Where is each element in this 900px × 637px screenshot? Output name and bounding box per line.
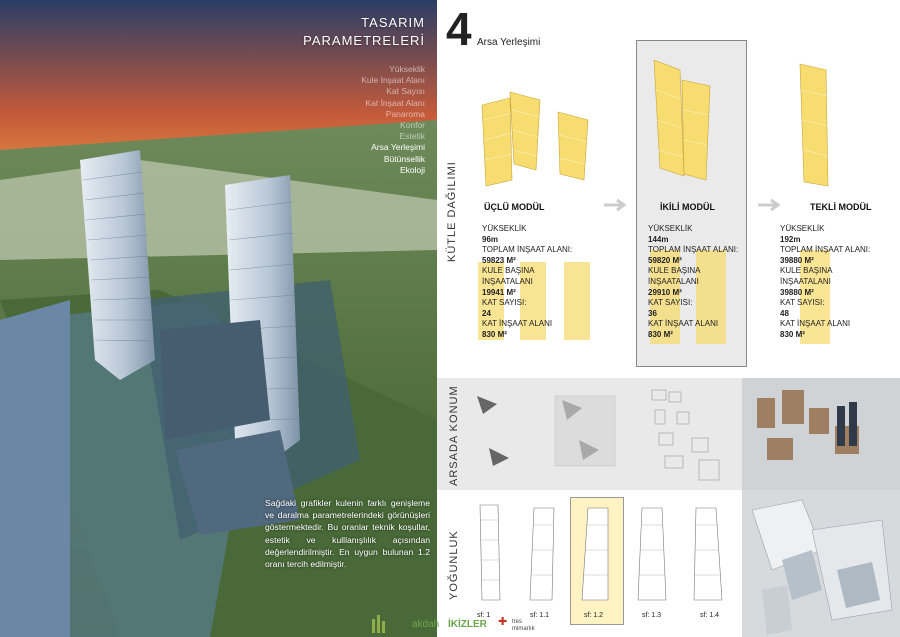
arsada-konum-label: ARSADA KONUM bbox=[448, 385, 460, 486]
label-height: YÜKSEKLİK bbox=[648, 224, 693, 233]
module-stats-ikili bbox=[648, 224, 738, 341]
label-tower-area: KULE BAŞINA bbox=[780, 266, 833, 276]
param-item-active[interactable]: Arsa Yerleşimi bbox=[371, 142, 425, 153]
label-height: YÜKSEKLİK bbox=[780, 224, 825, 233]
title-line-1: TASARIM bbox=[361, 15, 425, 30]
param-item[interactable]: Yükseklik bbox=[389, 64, 425, 74]
yogunluk-label: YOĞUNLUK bbox=[448, 530, 460, 600]
sf-label: sf: 1.4 bbox=[700, 612, 720, 619]
city-logo-icon bbox=[370, 613, 410, 635]
param-item[interactable]: Konfor bbox=[399, 120, 425, 131]
sf-label: sf: 1.3 bbox=[642, 612, 662, 619]
description-text: Sağdaki grafikler kulenin farklı genişleme ve daralma parametrelerindeki görünüşleri göstermektedir. Bu oranlar teknik koşullar, estetik ve kulllanışlılık açısından değerlendirilmiştir. En uygun bulunan 1.2 oranı tercih edilmiştir. bbox=[265, 498, 430, 570]
param-item-active[interactable]: Bütünsellik bbox=[383, 153, 425, 164]
module-stats-uclu bbox=[482, 224, 572, 341]
logo-ikizler: İKİZLER bbox=[448, 619, 487, 630]
value-floors: 48 bbox=[780, 308, 789, 318]
label-tower-area-2: İNŞAATALANI bbox=[780, 276, 831, 286]
module-name-ikili: İKİLİ MODÜL bbox=[660, 202, 715, 212]
sf-label: sf: 1.1 bbox=[530, 612, 550, 619]
label-floors: KAT SAYISI: bbox=[780, 298, 825, 308]
param-item[interactable]: Kat İnşaat Alanı bbox=[365, 97, 425, 108]
site-placement-diagrams bbox=[437, 378, 900, 490]
param-item[interactable]: Panaroma bbox=[385, 108, 425, 119]
plus-icon: ✚ bbox=[498, 616, 508, 628]
label-tower-area: KULE BAŞINA bbox=[482, 266, 535, 276]
parameter-list bbox=[361, 64, 425, 176]
design-parameters-title bbox=[303, 14, 425, 50]
value-total-area: 59823 M² bbox=[482, 255, 516, 265]
label-floor-area: KAT İNŞAAT ALANI bbox=[648, 319, 719, 329]
value-floors: 24 bbox=[482, 308, 491, 318]
label-floors: KAT SAYISI: bbox=[648, 298, 693, 308]
module-stats-tekli bbox=[780, 224, 870, 341]
param-item[interactable]: Kule İnşaat Alanı bbox=[361, 75, 425, 86]
param-item[interactable]: Estetik bbox=[399, 131, 425, 142]
value-tower-area: 29910 M² bbox=[648, 287, 682, 297]
label-tower-area-2: İNŞAATALANI bbox=[482, 276, 533, 286]
kutle-dagilimi-label: KÜTLE DAĞILIMI bbox=[446, 161, 458, 262]
value-tower-area: 19941 M² bbox=[482, 287, 516, 297]
site-placement-band bbox=[437, 378, 900, 490]
label-tower-area-2: İNŞAATALANI bbox=[648, 276, 699, 286]
section-number: 4 bbox=[446, 3, 472, 55]
value-floor-area: 830 M² bbox=[648, 329, 673, 339]
module-name-tekli: TEKLİ MODÜL bbox=[810, 202, 872, 212]
value-height: 144m bbox=[648, 234, 669, 244]
logo-akdah: akdah bbox=[412, 619, 440, 630]
value-total-area: 59820 M² bbox=[648, 255, 682, 265]
density-tower-profiles bbox=[470, 500, 740, 605]
label-floor-area: KAT İNŞAAT ALANI bbox=[780, 319, 851, 329]
param-item[interactable]: Kat Sayısı bbox=[386, 86, 425, 97]
label-height: YÜKSEKLİK bbox=[482, 224, 527, 233]
label-tower-area: KULE BAŞINA bbox=[648, 266, 701, 276]
value-floor-area: 830 M² bbox=[482, 329, 507, 339]
render-panel bbox=[0, 0, 440, 637]
value-height: 192m bbox=[780, 234, 801, 244]
sf-label-selected: sf: 1.2 bbox=[584, 612, 604, 619]
label-total-area: TOPLAM İNŞAAT ALANI: bbox=[780, 245, 871, 255]
label-total-area: TOPLAM İNŞAAT ALANI: bbox=[648, 245, 739, 255]
module-name-uclu: ÜÇLÜ MODÜL bbox=[484, 202, 545, 212]
param-item-active[interactable]: Ekoloji bbox=[399, 164, 425, 175]
value-total-area: 39880 M² bbox=[780, 255, 814, 265]
title-line-2: PARAMETRELERİ bbox=[303, 33, 425, 48]
site-aerial-render bbox=[742, 490, 900, 637]
value-floor-area: 830 M² bbox=[780, 329, 805, 339]
logo-tres: tres mimarlık bbox=[512, 619, 535, 632]
module-massing-diagrams bbox=[470, 60, 900, 190]
section-label: Arsa Yerleşimi bbox=[477, 37, 541, 48]
value-tower-area: 39880 M² bbox=[780, 287, 814, 297]
value-floors: 36 bbox=[648, 308, 657, 318]
value-height: 96m bbox=[482, 234, 499, 244]
sf-label: sf: 1 bbox=[477, 612, 491, 619]
label-total-area: TOPLAM İNŞAAT ALANI: bbox=[482, 245, 573, 255]
label-floor-area: KAT İNŞAAT ALANI bbox=[482, 319, 553, 329]
label-floors: KAT SAYISI: bbox=[482, 298, 527, 308]
arrow-icon bbox=[758, 198, 786, 212]
